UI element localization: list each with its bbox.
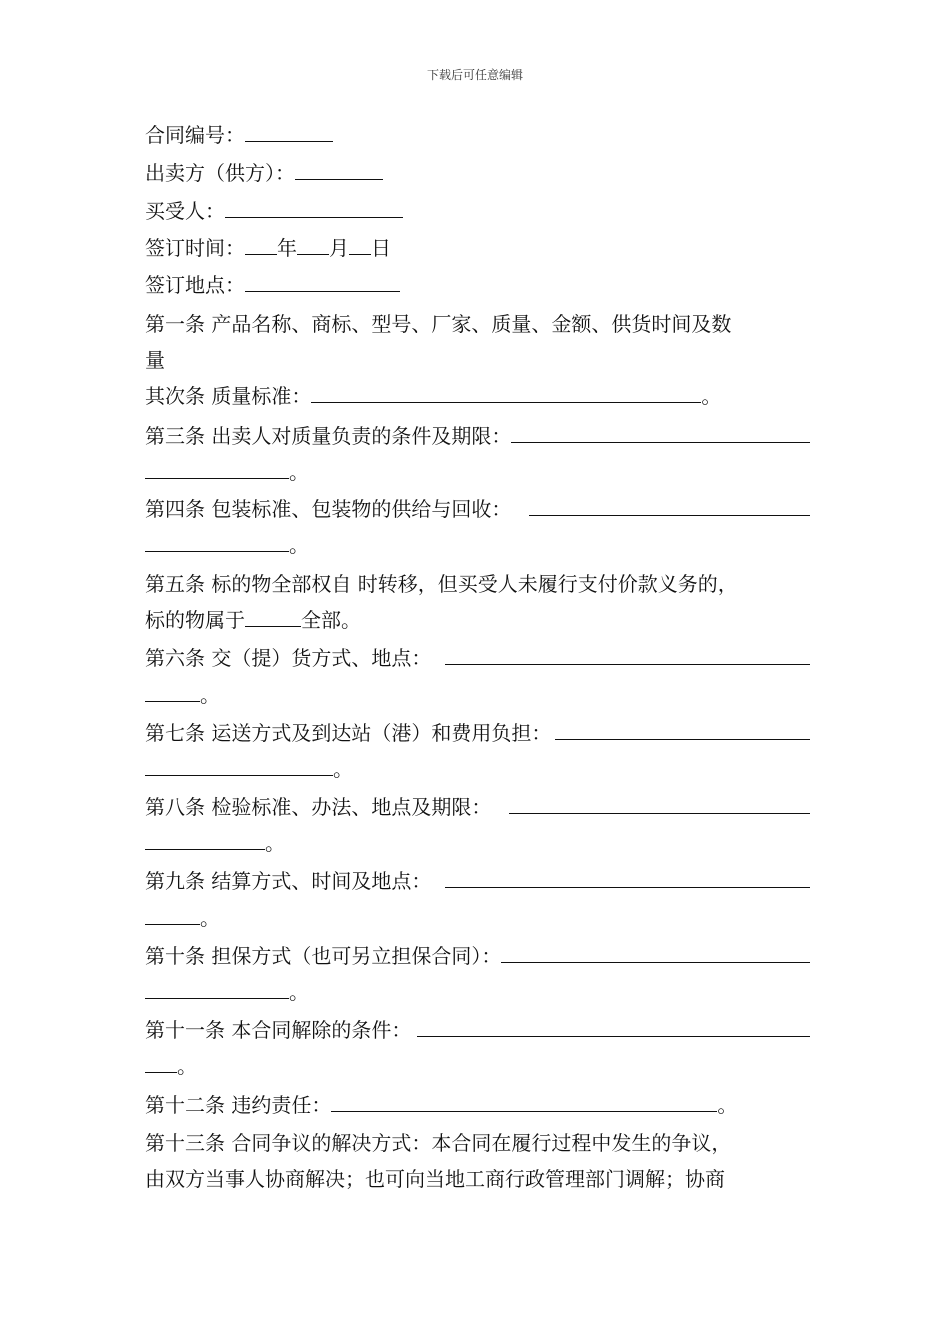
article-9-continuation: 。 [145, 906, 810, 930]
article-9-blank[interactable] [445, 869, 810, 888]
article-8-continuation: 。 [145, 831, 810, 855]
article-11-line: 第十一条 本合同解除的条件： [145, 1018, 810, 1042]
article-13-line-a: 第十三条 合同争议的解决方式：本合同在履行过程中发生的争议， [145, 1131, 732, 1155]
article-8-line: 第八条 检验标准、办法、地点及期限： [145, 795, 810, 819]
article-11-blank[interactable] [417, 1018, 810, 1037]
article-1-line-b: 量 [145, 348, 165, 372]
year-blank[interactable] [245, 236, 277, 255]
signing-place-blank[interactable] [245, 273, 400, 292]
article-3-blank[interactable] [511, 424, 810, 443]
article-8-blank-cont[interactable] [145, 831, 265, 850]
article-5-blank[interactable] [245, 608, 301, 627]
article-4-continuation: 。 [145, 533, 810, 557]
article-7-line: 第七条 运送方式及到达站（港）和费用负担： [145, 721, 810, 745]
article-11-continuation: 。 [145, 1054, 810, 1078]
article-6-continuation: 。 [145, 683, 810, 707]
article-3-blank-cont[interactable] [145, 460, 289, 479]
article-4-blank[interactable] [529, 497, 810, 516]
article-10-blank[interactable] [501, 944, 810, 963]
article-2-blank[interactable] [311, 384, 701, 403]
article-8-blank[interactable] [509, 795, 810, 814]
signing-place-line: 签订地点： [145, 273, 810, 297]
article-5-line-a: 第五条 标的物全部权自 时转移，但买受人未履行支付价款义务的， [145, 572, 738, 596]
article-6-blank[interactable] [445, 646, 810, 665]
page-header: 下载后可任意编辑 [426, 68, 523, 82]
article-9-blank-cont[interactable] [145, 906, 200, 925]
article-3-line: 第三条 出卖人对质量负责的条件及期限： [145, 424, 810, 448]
article-13-line-b: 由双方当事人协商解决；也可向当地工商行政管理部门调解；协商 [145, 1167, 725, 1191]
article-9-line: 第九条 结算方式、时间及地点： [145, 869, 810, 893]
article-1-line-a: 第一条 产品名称、商标、型号、厂家、质量、金额、供货时间及数 [145, 312, 732, 336]
seller-blank[interactable] [295, 161, 383, 180]
article-7-blank-cont[interactable] [145, 757, 333, 776]
article-2-line: 其次条 质量标准： 。 [145, 384, 722, 408]
article-6-blank-cont[interactable] [145, 683, 200, 702]
article-5-line-b: 标的物属于 全部。 [145, 608, 361, 632]
article-12-blank[interactable] [331, 1093, 717, 1112]
article-10-blank-cont[interactable] [145, 980, 289, 999]
article-4-blank-cont[interactable] [145, 533, 289, 552]
article-4-line: 第四条 包装标准、包装物的供给与回收： [145, 497, 810, 521]
article-10-continuation: 。 [145, 980, 810, 1004]
month-blank[interactable] [297, 236, 329, 255]
day-blank[interactable] [349, 236, 371, 255]
contract-number-blank[interactable] [245, 123, 333, 142]
article-7-blank[interactable] [555, 721, 810, 740]
article-11-blank-cont[interactable] [145, 1054, 177, 1073]
seller-line: 出卖方（供方）： [145, 161, 810, 185]
contract-number-line: 合同编号： [145, 123, 810, 147]
article-3-continuation: 。 [145, 460, 810, 484]
article-10-line: 第十条 担保方式（也可另立担保合同）： [145, 944, 810, 968]
buyer-line: 买受人： [145, 199, 810, 223]
buyer-blank[interactable] [225, 199, 403, 218]
signing-date-line: 签订时间： 年 月 日 [145, 236, 391, 260]
article-7-continuation: 。 [145, 757, 810, 781]
article-6-line: 第六条 交（提）货方式、地点： [145, 646, 810, 670]
article-12-line: 第十二条 违约责任： 。 [145, 1093, 738, 1117]
